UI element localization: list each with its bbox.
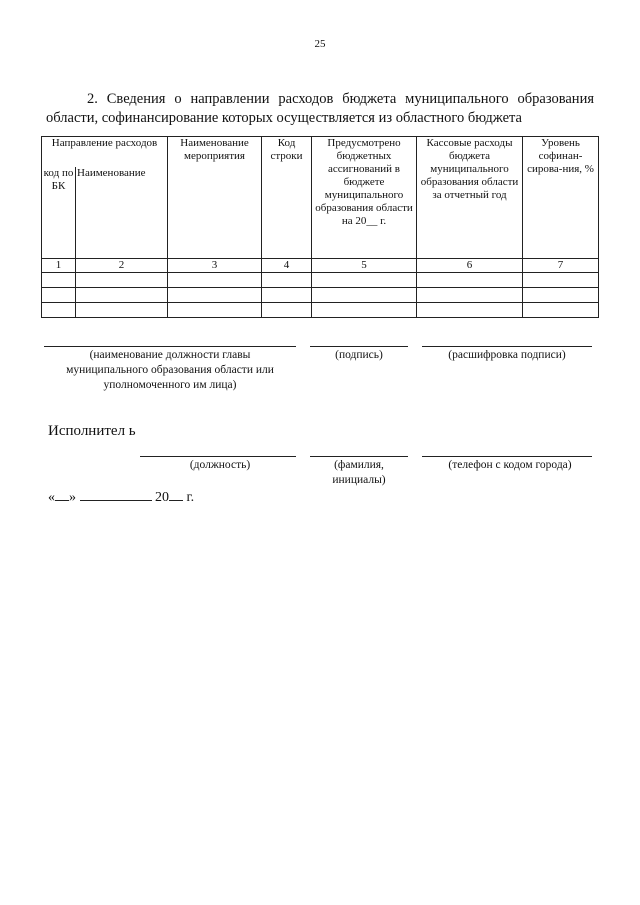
date-line — [48, 488, 194, 506]
table-row — [42, 273, 599, 288]
table-cell — [312, 288, 417, 303]
column-number: 2 — [76, 259, 168, 273]
table-cell — [168, 273, 262, 288]
table-cell — [168, 303, 262, 318]
column-number-row — [42, 259, 599, 273]
table-row — [42, 303, 599, 318]
table-cell — [523, 303, 599, 318]
position-caption: (наименование должности главы муниципального образования области или уполномоченного им лица) — [66, 349, 274, 391]
executor-label: Исполнител ь — [48, 423, 136, 439]
signature-caption: (подпись) — [335, 349, 383, 361]
report-table — [41, 136, 599, 318]
table-cell — [262, 288, 312, 303]
table-row — [42, 288, 599, 303]
executor-position-caption: (должность) — [189, 459, 251, 471]
executor-phone-caption: (телефон с кодом города) — [448, 459, 572, 471]
position-signature-line — [44, 346, 296, 347]
page-number: 25 — [314, 38, 326, 50]
signature-decode-line — [422, 346, 592, 347]
header-cofinancing-level: Уровень софинан-сирова-ния, % — [523, 137, 599, 259]
executor-name-line — [310, 456, 408, 457]
column-number: 6 — [417, 259, 523, 273]
table-cell — [76, 303, 168, 318]
table-cell — [42, 273, 76, 288]
header-bk-code: код по БК — [42, 167, 76, 259]
signature-decode-caption: (расшифровка подписи) — [448, 349, 566, 361]
date-close-quote: » — [69, 490, 76, 505]
table-cell — [312, 303, 417, 318]
table-cell — [42, 303, 76, 318]
signature-line — [310, 346, 408, 347]
column-number: 7 — [523, 259, 599, 273]
executor-position-line — [140, 456, 296, 457]
header-cash-expenses: Кассовые расходы бюджета муниципального образования области за отчетный год — [417, 137, 523, 259]
header-planned-allocations: Предусмотрено бюджетных ассигнований в бюджете муниципального образования области на 20__ г. — [312, 137, 417, 259]
date-open-quote: « — [48, 490, 55, 505]
table-cell — [262, 273, 312, 288]
column-number: 5 — [312, 259, 417, 273]
table-cell — [42, 288, 76, 303]
header-activity-name: Наименование мероприятия — [168, 137, 262, 259]
table-cell — [168, 288, 262, 303]
table-cell — [312, 273, 417, 288]
table-cell — [417, 303, 523, 318]
date-century: 20 — [155, 490, 169, 505]
header-row-code: Код строки — [262, 137, 312, 259]
month-blank — [80, 488, 152, 501]
header-expense-direction: Направление расходов — [42, 137, 168, 167]
date-year-suffix: г. — [186, 490, 195, 505]
day-blank — [55, 488, 69, 501]
table-cell — [523, 288, 599, 303]
executor-phone-line — [422, 456, 592, 457]
column-number: 3 — [168, 259, 262, 273]
table-cell — [262, 303, 312, 318]
year-blank — [169, 488, 183, 501]
table-cell — [76, 288, 168, 303]
table-cell — [76, 273, 168, 288]
header-name: Наименование — [76, 167, 168, 259]
table-cell — [417, 273, 523, 288]
executor-name-caption: (фамилия, инициалы) — [332, 459, 386, 486]
column-number: 4 — [262, 259, 312, 273]
table-cell — [523, 273, 599, 288]
section-heading: 2. Сведения о направлении расходов бюджета муниципального образования области, софинансирование которых осуществляется из областного бюджета — [46, 91, 594, 126]
table-cell — [417, 288, 523, 303]
column-number: 1 — [42, 259, 76, 273]
